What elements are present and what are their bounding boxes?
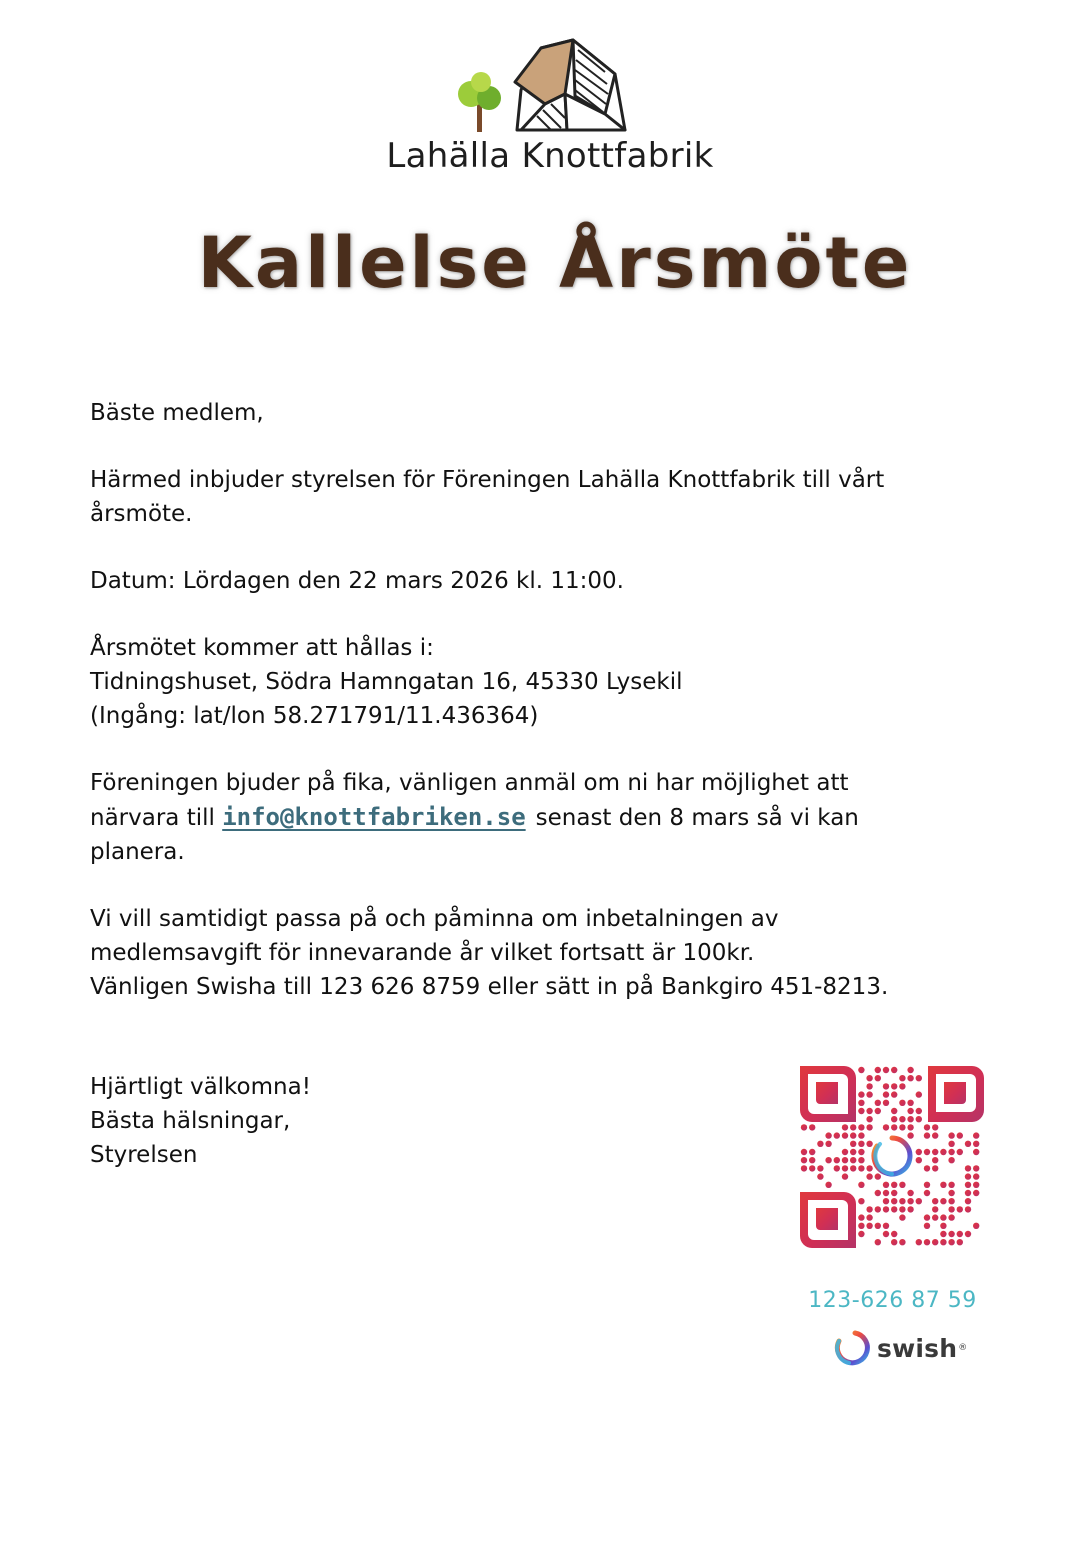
qr-module bbox=[842, 1149, 848, 1155]
knottfabrik-logo bbox=[455, 34, 635, 138]
qr-module bbox=[858, 1198, 864, 1204]
signature: Styrelsen bbox=[90, 1142, 198, 1168]
qr-module bbox=[932, 1214, 938, 1220]
qr-module bbox=[858, 1165, 864, 1171]
qr-module bbox=[932, 1149, 938, 1155]
qr-module bbox=[948, 1182, 954, 1188]
qr-module bbox=[907, 1132, 913, 1138]
qr-module bbox=[940, 1223, 946, 1229]
qr-module bbox=[924, 1190, 930, 1196]
qr-module bbox=[924, 1239, 930, 1245]
fika-paragraph bbox=[90, 766, 990, 869]
fee-line: medlemsavgift för innevarande år vilket fortsatt är 100kr. bbox=[90, 940, 755, 966]
qr-module bbox=[801, 1157, 807, 1163]
qr-module bbox=[973, 1141, 979, 1147]
qr-module bbox=[817, 1173, 823, 1179]
qr-module bbox=[907, 1124, 913, 1130]
qr-module bbox=[825, 1132, 831, 1138]
qr-module bbox=[932, 1132, 938, 1138]
swish-number: 123-626 87 59 bbox=[808, 1288, 977, 1313]
qr-module bbox=[965, 1173, 971, 1179]
qr-module bbox=[957, 1231, 963, 1237]
qr-module bbox=[957, 1149, 963, 1155]
qr-module bbox=[834, 1157, 840, 1163]
qr-module bbox=[850, 1149, 856, 1155]
qr-module bbox=[866, 1223, 872, 1229]
qr-module bbox=[899, 1182, 905, 1188]
qr-module bbox=[883, 1124, 889, 1130]
qr-module bbox=[965, 1198, 971, 1204]
qr-module bbox=[948, 1157, 954, 1163]
qr-module bbox=[850, 1165, 856, 1171]
qr-module bbox=[875, 1190, 881, 1196]
letter-body bbox=[90, 396, 990, 1037]
qr-module bbox=[883, 1198, 889, 1204]
welcome-text: Hjärtligt välkomna! bbox=[90, 1074, 311, 1100]
qr-module bbox=[809, 1157, 815, 1163]
qr-module bbox=[907, 1116, 913, 1122]
qr-module bbox=[883, 1223, 889, 1229]
qr-module bbox=[825, 1182, 831, 1188]
qr-module bbox=[891, 1198, 897, 1204]
qr-module bbox=[899, 1116, 905, 1122]
qr-module bbox=[940, 1231, 946, 1237]
fika-line: Föreningen bjuder på fika, vänligen anmäl om ni har möjlighet att bbox=[90, 770, 849, 796]
qr-module bbox=[850, 1124, 856, 1130]
qr-module bbox=[850, 1132, 856, 1138]
qr-module bbox=[858, 1214, 864, 1220]
qr-module bbox=[973, 1132, 979, 1138]
invitation-line: årsmöte. bbox=[90, 501, 193, 527]
qr-module bbox=[916, 1091, 922, 1097]
qr-module bbox=[907, 1075, 913, 1081]
qr-module bbox=[858, 1067, 864, 1073]
qr-module bbox=[924, 1214, 930, 1220]
qr-module bbox=[825, 1141, 831, 1147]
qr-module bbox=[858, 1231, 864, 1237]
qr-module bbox=[932, 1157, 938, 1163]
qr-module bbox=[940, 1198, 946, 1204]
qr-module bbox=[866, 1214, 872, 1220]
qr-module bbox=[883, 1206, 889, 1212]
swish-brand-name: swish bbox=[877, 1333, 958, 1363]
qr-module bbox=[866, 1083, 872, 1089]
qr-module bbox=[801, 1165, 807, 1171]
qr-module bbox=[924, 1149, 930, 1155]
qr-module bbox=[842, 1157, 848, 1163]
qr-module bbox=[932, 1206, 938, 1212]
qr-module bbox=[948, 1132, 954, 1138]
qr-module bbox=[924, 1165, 930, 1171]
qr-module bbox=[916, 1157, 922, 1163]
qr-module bbox=[801, 1124, 807, 1130]
qr-module bbox=[891, 1182, 897, 1188]
fee-paragraph bbox=[90, 902, 990, 1004]
greeting: Bäste medlem, bbox=[90, 400, 264, 426]
qr-module bbox=[973, 1165, 979, 1171]
qr-module bbox=[875, 1239, 881, 1245]
qr-module bbox=[866, 1124, 872, 1130]
qr-module bbox=[940, 1182, 946, 1188]
qr-module bbox=[907, 1108, 913, 1114]
qr-module bbox=[883, 1231, 889, 1237]
date-paragraph bbox=[90, 564, 990, 598]
qr-module bbox=[858, 1108, 864, 1114]
qr-module bbox=[924, 1182, 930, 1188]
qr-module bbox=[899, 1124, 905, 1130]
location-address: Tidningshuset, Södra Hamngatan 16, 45330 Lysekil bbox=[90, 669, 683, 695]
qr-module bbox=[940, 1214, 946, 1220]
email-link[interactable]: info@knottfabriken.se bbox=[222, 803, 526, 831]
fika-line bbox=[90, 800, 990, 835]
organization-name: Lahälla Knottfabrik bbox=[386, 136, 714, 176]
qr-module bbox=[965, 1190, 971, 1196]
fika-text-before-email: närvara till bbox=[90, 805, 215, 831]
qr-module bbox=[883, 1190, 889, 1196]
invitation-paragraph bbox=[90, 463, 990, 531]
swish-qr-code bbox=[798, 1064, 986, 1250]
qr-module bbox=[866, 1075, 872, 1081]
qr-module bbox=[858, 1100, 864, 1106]
qr-module bbox=[948, 1190, 954, 1196]
qr-module bbox=[965, 1165, 971, 1171]
qr-module bbox=[907, 1190, 913, 1196]
fee-line: Vänligen Swisha till 123 626 8759 eller sätt in på Bankgiro 451-8213. bbox=[90, 974, 889, 1000]
qr-module bbox=[916, 1116, 922, 1122]
qr-module bbox=[973, 1149, 979, 1155]
qr-module bbox=[916, 1075, 922, 1081]
qr-module bbox=[883, 1100, 889, 1106]
qr-module bbox=[924, 1124, 930, 1130]
greeting-paragraph bbox=[90, 396, 990, 430]
qr-module bbox=[973, 1223, 979, 1229]
qr-module bbox=[940, 1239, 946, 1245]
qr-module bbox=[916, 1149, 922, 1155]
closing bbox=[90, 1070, 311, 1172]
qr-module bbox=[858, 1182, 864, 1188]
qr-module bbox=[858, 1091, 864, 1097]
qr-module bbox=[850, 1141, 856, 1147]
qr-module bbox=[834, 1165, 840, 1171]
qr-module bbox=[891, 1206, 897, 1212]
qr-module bbox=[948, 1214, 954, 1220]
qr-module bbox=[932, 1239, 938, 1245]
qr-module bbox=[924, 1132, 930, 1138]
qr-module bbox=[866, 1091, 872, 1097]
qr-module bbox=[825, 1157, 831, 1163]
qr-module bbox=[883, 1182, 889, 1188]
qr-module bbox=[899, 1239, 905, 1245]
qr-module bbox=[899, 1198, 905, 1204]
qr-module bbox=[875, 1100, 881, 1106]
qr-module bbox=[866, 1165, 872, 1171]
location-intro: Årsmötet kommer att hållas i: bbox=[90, 635, 434, 661]
qr-module bbox=[891, 1124, 897, 1130]
qr-module bbox=[916, 1239, 922, 1245]
qr-module bbox=[875, 1206, 881, 1212]
qr-module bbox=[891, 1239, 897, 1245]
fika-line: planera. bbox=[90, 839, 185, 865]
regards-text: Bästa hälsningar, bbox=[90, 1108, 291, 1134]
qr-module bbox=[948, 1239, 954, 1245]
fika-text-after-email: senast den 8 mars så vi kan bbox=[535, 805, 859, 831]
qr-module bbox=[883, 1091, 889, 1097]
qr-module bbox=[907, 1198, 913, 1204]
qr-module bbox=[957, 1206, 963, 1212]
swish-logo-icon bbox=[833, 1329, 871, 1367]
registered-mark: ® bbox=[958, 1343, 968, 1353]
qr-module bbox=[891, 1190, 897, 1196]
qr-module bbox=[883, 1083, 889, 1089]
qr-module bbox=[858, 1124, 864, 1130]
qr-module bbox=[891, 1108, 897, 1114]
meeting-date: Datum: Lördagen den 22 mars 2026 kl. 11:00. bbox=[90, 568, 624, 594]
qr-module bbox=[834, 1132, 840, 1138]
qr-module bbox=[858, 1149, 864, 1155]
qr-module bbox=[883, 1067, 889, 1073]
qr-module bbox=[817, 1165, 823, 1171]
qr-module bbox=[965, 1182, 971, 1188]
qr-module bbox=[858, 1223, 864, 1229]
qr-module bbox=[899, 1206, 905, 1212]
qr-module bbox=[965, 1206, 971, 1212]
qr-module bbox=[907, 1067, 913, 1073]
qr-module bbox=[899, 1214, 905, 1220]
qr-module bbox=[957, 1132, 963, 1138]
qr-module bbox=[866, 1173, 872, 1179]
qr-module bbox=[899, 1075, 905, 1081]
qr-module bbox=[850, 1157, 856, 1163]
qr-module bbox=[866, 1206, 872, 1212]
qr-module bbox=[891, 1091, 897, 1097]
qr-module bbox=[858, 1132, 864, 1138]
qr-module bbox=[842, 1132, 848, 1138]
document-title: Kallelse Årsmöte bbox=[197, 222, 913, 304]
qr-module bbox=[858, 1157, 864, 1163]
fee-line: Vi vill samtidigt passa på och påminna om inbetalningen av bbox=[90, 906, 779, 932]
invitation-line: Härmed inbjuder styrelsen för Föreningen Lahälla Knottfabrik till vårt bbox=[90, 467, 885, 493]
qr-module bbox=[858, 1141, 864, 1147]
qr-module bbox=[932, 1124, 938, 1130]
qr-module bbox=[899, 1083, 905, 1089]
qr-module bbox=[891, 1116, 897, 1122]
qr-module bbox=[932, 1165, 938, 1171]
qr-module bbox=[907, 1100, 913, 1106]
qr-module bbox=[924, 1223, 930, 1229]
qr-module bbox=[842, 1165, 848, 1171]
qr-module bbox=[948, 1206, 954, 1212]
qr-module bbox=[932, 1198, 938, 1204]
qr-module bbox=[809, 1165, 815, 1171]
qr-module bbox=[948, 1141, 954, 1147]
qr-module bbox=[948, 1149, 954, 1155]
qr-module bbox=[948, 1231, 954, 1237]
qr-module bbox=[801, 1149, 807, 1155]
qr-module bbox=[875, 1223, 881, 1229]
qr-module bbox=[809, 1149, 815, 1155]
qr-module bbox=[842, 1124, 848, 1130]
swish-brand bbox=[833, 1326, 967, 1370]
qr-module bbox=[875, 1108, 881, 1114]
qr-module bbox=[866, 1108, 872, 1114]
qr-module bbox=[809, 1124, 815, 1130]
qr-module bbox=[940, 1149, 946, 1155]
qr-module bbox=[957, 1239, 963, 1245]
qr-module bbox=[875, 1067, 881, 1073]
qr-module bbox=[948, 1198, 954, 1204]
qr-module bbox=[817, 1141, 823, 1147]
qr-module bbox=[916, 1198, 922, 1204]
qr-module bbox=[965, 1141, 971, 1147]
qr-module bbox=[891, 1067, 897, 1073]
qr-module bbox=[907, 1206, 913, 1212]
qr-module bbox=[842, 1173, 848, 1179]
location-paragraph bbox=[90, 631, 990, 733]
qr-module bbox=[891, 1083, 897, 1089]
qr-module bbox=[866, 1141, 872, 1147]
location-entrance: (Ingång: lat/lon 58.271791/11.436364) bbox=[90, 703, 539, 729]
qr-module bbox=[916, 1108, 922, 1114]
qr-module bbox=[899, 1100, 905, 1106]
qr-module bbox=[965, 1231, 971, 1237]
qr-module bbox=[866, 1116, 872, 1122]
qr-module bbox=[875, 1075, 881, 1081]
qr-module bbox=[973, 1173, 979, 1179]
qr-module bbox=[973, 1182, 979, 1188]
qr-module bbox=[973, 1190, 979, 1196]
qr-module bbox=[891, 1231, 897, 1237]
